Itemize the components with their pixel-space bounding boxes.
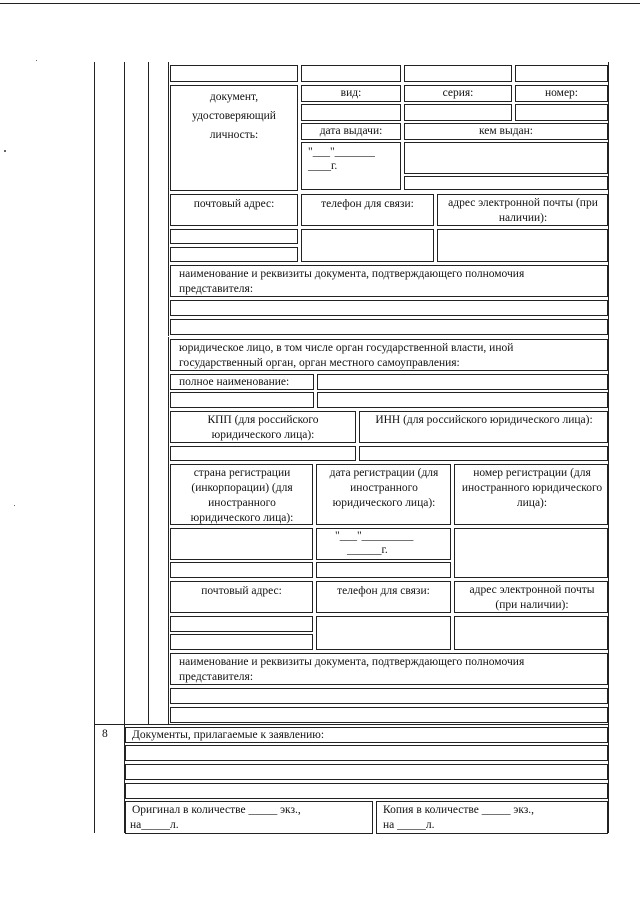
copy-count-cell[interactable]	[376, 801, 608, 834]
email-field[interactable]	[437, 229, 608, 262]
kpp-field[interactable]	[170, 446, 356, 461]
outer-right-line	[608, 62, 609, 833]
legal-phone-label-cell	[316, 581, 451, 613]
person-rep-doc-cell	[170, 265, 608, 297]
full-name-field-2[interactable]	[317, 392, 608, 408]
issued-by-field-2[interactable]	[404, 176, 608, 190]
seriya-field[interactable]	[404, 104, 512, 121]
phone-field[interactable]	[301, 229, 434, 262]
reg-date-year: ______г.	[347, 544, 388, 556]
email-label-cell	[437, 194, 608, 226]
original-count-cell[interactable]	[125, 801, 373, 834]
nomer-label-cell	[515, 85, 608, 102]
seriya-label: серия:	[442, 87, 474, 99]
kpp-label: КПП (для российского юридического лица):	[207, 414, 319, 441]
documents-field-1[interactable]	[125, 745, 608, 761]
legal-phone-field[interactable]	[316, 616, 451, 650]
vid-label: вид:	[340, 87, 362, 99]
legal-email-label-cell	[454, 581, 608, 613]
legal-rep-doc-field-2[interactable]	[170, 707, 608, 723]
person-top-cell-3[interactable]	[404, 65, 512, 82]
section8-top-line	[94, 724, 609, 725]
person-top-cell-4[interactable]	[515, 65, 608, 82]
top-border	[0, 3, 640, 4]
kpp-label-cell	[170, 411, 356, 443]
country-label-cell	[170, 464, 313, 525]
scan-speck	[14, 505, 15, 506]
nomer-label: номер:	[544, 87, 578, 99]
person-inner-line	[168, 62, 169, 336]
legal-rep-doc-cell	[170, 653, 608, 685]
reg-date-quote: "___"_________	[335, 530, 414, 542]
reg-date-label-cell	[316, 464, 451, 525]
inn-label: ИНН (для российского юридического лица):	[375, 414, 593, 426]
country-label: страна регистрации (инкорпорации) (для иностранного юридического лица):	[190, 467, 294, 524]
copy-count-line2: на _____л.	[383, 819, 435, 831]
reg-date-field[interactable]	[316, 528, 451, 560]
date-issued-quote: "___"_______	[308, 146, 375, 158]
original-count-line2: на_____л.	[130, 819, 179, 831]
person-rep-doc-field-2[interactable]	[170, 319, 608, 335]
legal-email-label: адрес электронной почты (при наличии):	[469, 584, 595, 611]
reg-date-label: дата регистрации (для иностранного юридического лица):	[329, 467, 439, 509]
reg-date-field-2[interactable]	[316, 562, 451, 578]
person-rep-doc-field[interactable]	[170, 300, 608, 316]
country-field[interactable]	[170, 528, 313, 560]
nomer-field[interactable]	[515, 104, 608, 121]
documents-field-3[interactable]	[125, 783, 608, 799]
scan-speck	[4, 150, 6, 152]
legal-rep-doc-field[interactable]	[170, 688, 608, 704]
date-issued-field[interactable]	[301, 142, 401, 190]
reg-number-field[interactable]	[454, 528, 608, 578]
reg-number-label-cell	[454, 464, 608, 525]
issued-by-label: кем выдан:	[478, 125, 534, 137]
seriya-label-cell	[404, 85, 512, 102]
postal-label-cell	[170, 194, 298, 226]
original-count-line1: Оригинал в количестве _____ экз.,	[132, 804, 301, 816]
country-field-2[interactable]	[170, 562, 313, 578]
legal-header-cell	[170, 339, 608, 371]
email-label: адрес электронной почты (при наличии):	[448, 197, 598, 224]
full-name-label-cell	[170, 374, 314, 390]
legal-email-field[interactable]	[454, 616, 608, 650]
date-issued-label: дата выдачи:	[319, 125, 383, 137]
documents-field-2[interactable]	[125, 764, 608, 780]
column-line-1	[124, 62, 125, 833]
copy-count-line1: Копия в количестве _____ экз.,	[383, 804, 535, 816]
vid-field[interactable]	[301, 104, 401, 121]
full-name-label: полное наименование:	[179, 376, 290, 388]
postal-field[interactable]	[170, 229, 298, 244]
section8-title-cell	[125, 727, 608, 743]
legal-header: юридическое лицо, в том числе орган государственной власти, иной государственный орган, орган местного самоуправления:	[179, 342, 514, 369]
legal-postal-field-2[interactable]	[170, 634, 313, 650]
legal-postal-label: почтовый адрес:	[201, 585, 282, 597]
id-doc-label: документ, удостоверяющий личность:	[192, 91, 276, 141]
outer-left-line	[94, 62, 95, 833]
legal-postal-label-cell	[170, 581, 313, 613]
postal-label: почтовый адрес:	[193, 198, 275, 210]
postal-field-2[interactable]	[170, 247, 298, 262]
date-issued-label-cell	[301, 123, 401, 140]
section8-number: 8	[102, 728, 108, 740]
person-top-cell-2[interactable]	[301, 65, 401, 82]
issued-by-label-cell	[404, 123, 608, 140]
date-issued-year: ____г.	[308, 160, 338, 172]
issued-by-field[interactable]	[404, 142, 608, 174]
reg-number-label: номер регистрации (для иностранного юридического лица):	[461, 467, 603, 509]
inn-field[interactable]	[359, 446, 608, 461]
legal-rep-doc-label: наименование и реквизиты документа, подтверждающего полномочия представителя:	[179, 656, 525, 683]
column-line-2	[148, 62, 149, 724]
full-name-blank	[170, 392, 314, 408]
person-top-cell-1[interactable]	[170, 65, 298, 82]
legal-postal-field[interactable]	[170, 616, 313, 632]
vid-label-cell	[301, 85, 401, 102]
legal-phone-label: телефон для связи:	[337, 585, 430, 597]
person-rep-doc-label: наименование и реквизиты документа, подтверждающего полномочия представителя:	[179, 268, 525, 295]
phone-label: телефон для связи:	[321, 198, 414, 210]
section8-title: Документы, прилагаемые к заявлению:	[132, 729, 325, 741]
id-doc-block	[170, 85, 298, 191]
phone-label-cell	[301, 194, 434, 226]
inn-label-cell	[359, 411, 608, 443]
scan-speck	[36, 60, 37, 61]
legal-inner-line	[168, 337, 169, 724]
full-name-field[interactable]	[317, 374, 608, 390]
